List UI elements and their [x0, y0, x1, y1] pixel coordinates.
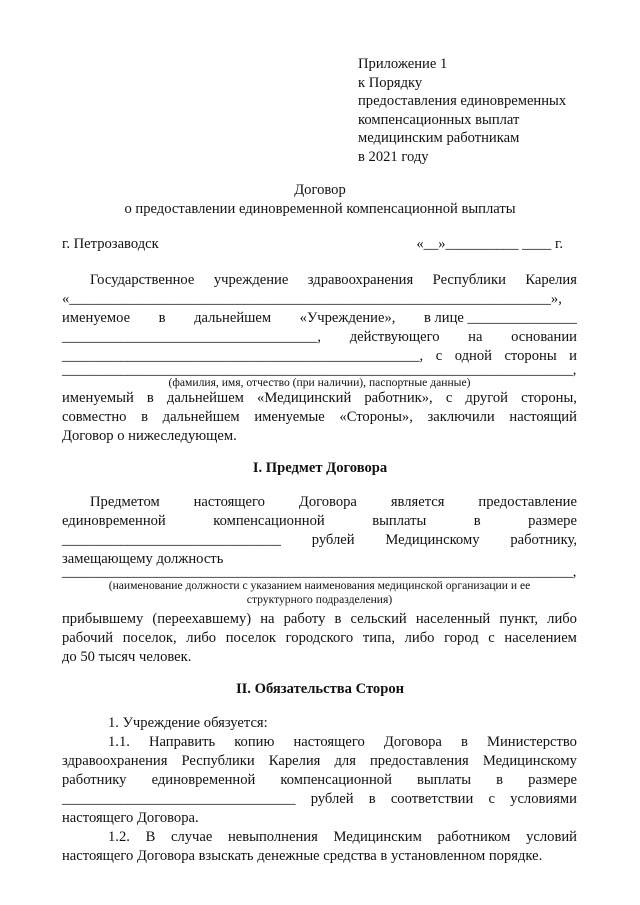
word: настоящего — [293, 734, 365, 750]
word: в — [496, 772, 504, 788]
appendix-block — [358, 55, 566, 166]
word: ______________________________ — [62, 532, 281, 548]
word: «Учреждение», — [299, 310, 396, 326]
paragraph-line — [62, 271, 577, 290]
paragraph-line: «__________________________________________________________________», — [62, 291, 562, 307]
word: в — [473, 513, 481, 529]
word: Министерство — [486, 734, 577, 750]
word: 1.1. — [108, 734, 130, 750]
paragraph-line: Договор о нижеследующем. — [62, 428, 237, 444]
word: «Стороны», — [339, 409, 413, 425]
paragraph-line — [62, 790, 577, 809]
word: работнику — [62, 772, 127, 788]
word: (переехавшему) — [152, 611, 252, 627]
appendix-line: Приложение 1 — [358, 56, 448, 72]
document-title: Договор — [294, 182, 346, 198]
word: учреждение — [213, 272, 289, 288]
word: дальнейшем — [162, 409, 240, 425]
word: здравоохранения — [62, 753, 168, 769]
word: с — [488, 791, 495, 807]
word: прибывшему — [62, 611, 144, 627]
word: в лице _______________ — [423, 310, 577, 326]
paragraph-line — [62, 629, 577, 648]
word: одной — [454, 348, 492, 364]
field-hint: структурного подразделения) — [246, 593, 393, 606]
word: Направить — [148, 734, 216, 750]
paragraph-line: 1. Учреждение обязуется: — [108, 715, 268, 731]
word: населением — [504, 630, 577, 646]
paragraph-line — [62, 493, 577, 512]
paragraph-line — [62, 828, 577, 847]
appendix-line: медицинским работникам — [358, 130, 520, 146]
word: и — [569, 348, 577, 364]
word: копию — [234, 734, 275, 750]
paragraph-line: замещающему должность — [62, 551, 224, 567]
word: ________________________________ — [62, 791, 296, 807]
word: ___________________________________, — [62, 329, 322, 345]
paragraph-line — [62, 610, 577, 629]
word: стороны, — [521, 390, 577, 406]
word: Карелия — [268, 753, 321, 769]
paragraph-line — [62, 752, 577, 771]
appendix-line: к Порядку — [358, 74, 423, 91]
word: единовременной — [151, 772, 256, 788]
word: основании — [511, 329, 577, 345]
city: г. Петрозаводск — [62, 236, 159, 252]
word: стороны — [504, 348, 557, 364]
paragraph-line — [62, 733, 577, 752]
section-heading: II. Обязательства Сторон — [235, 681, 405, 697]
word: компенсационной — [280, 772, 392, 788]
word: населенный — [415, 611, 491, 627]
word: именуемые — [254, 409, 325, 425]
word: предоставление — [478, 494, 577, 510]
paragraph-line — [62, 531, 577, 550]
paragraph-line — [62, 512, 577, 531]
word: Государственное — [90, 272, 195, 288]
word: работником — [437, 829, 511, 845]
word: поселок — [225, 630, 277, 646]
appendix-line: компенсационных выплат — [358, 111, 520, 128]
word: в — [146, 390, 154, 406]
word: Предметом — [90, 494, 160, 510]
section-heading: I. Предмет Договора — [252, 460, 388, 476]
word: дальнейшем — [166, 390, 244, 406]
word: на — [468, 329, 483, 345]
word: компенсационной — [213, 513, 325, 529]
word: либо — [404, 630, 435, 646]
word: город — [444, 630, 479, 646]
place-date-line — [62, 235, 577, 254]
word: Медицинскому — [482, 753, 577, 769]
word: работник», — [364, 390, 433, 406]
word: в — [334, 611, 342, 627]
word: условиями — [510, 791, 577, 807]
paragraph-line: ______________________________________________________________________, — [62, 564, 577, 580]
word: соответствии — [390, 791, 474, 807]
word: в — [368, 791, 376, 807]
word: Договора — [298, 494, 357, 510]
word: либо — [547, 611, 577, 627]
word: выплаты — [372, 513, 427, 529]
field-hint: (наименование должности с указанием наименования медицинской организации и ее — [108, 579, 531, 592]
word: здравоохранения — [307, 272, 414, 288]
word: в — [460, 734, 468, 750]
word: предоставления — [369, 753, 469, 769]
paragraph-line — [62, 389, 577, 408]
word: именуемое — [62, 310, 131, 326]
word: поселок, — [122, 630, 177, 646]
word: настоящего — [193, 494, 265, 510]
word: типа, — [362, 630, 395, 646]
field-hint: (фамилия, имя, отчество (при наличии), паспортные данные) — [168, 376, 471, 389]
word: с — [435, 348, 443, 364]
word: Республики — [432, 272, 506, 288]
paragraph-line — [62, 408, 577, 427]
paragraph-line: настоящего Договора взыскать денежные средства в установленном порядке. — [62, 848, 543, 864]
word: «Медицинский — [257, 390, 352, 406]
paragraph-line: настоящего Договора. — [62, 810, 199, 826]
word: городского — [285, 630, 354, 646]
word: выплаты — [416, 772, 472, 788]
word: рублей — [311, 532, 355, 548]
word: настоящий — [509, 409, 577, 425]
word: случае — [170, 829, 213, 845]
word: В — [145, 829, 156, 845]
word: невыполнения — [228, 829, 318, 845]
word: рабочий — [62, 630, 114, 646]
word: размере — [528, 772, 577, 788]
word: Медицинским — [333, 829, 422, 845]
word: заключили — [427, 409, 495, 425]
word: условий — [526, 829, 577, 845]
word: в — [158, 310, 166, 326]
paragraph-line — [62, 328, 577, 347]
word: является — [390, 494, 445, 510]
word: Республики — [181, 753, 255, 769]
paragraph-line — [62, 771, 577, 790]
word: _________________________________________________, — [62, 348, 424, 364]
appendix-line: предоставления единовременных — [358, 93, 567, 109]
appendix-line: в 2021 году — [358, 148, 429, 165]
word: единовременной — [62, 513, 166, 529]
word: Медицинскому — [385, 532, 480, 548]
paragraph-line: до 50 тысяч человек. — [62, 649, 192, 665]
word: совместно — [62, 409, 127, 425]
document-subtitle: о предоставлении единовременной компенсационной выплаты — [124, 201, 516, 217]
word: дальнейшем — [194, 310, 272, 326]
word: рублей — [310, 791, 354, 807]
word: работнику, — [510, 532, 577, 548]
word: размере — [528, 513, 577, 529]
word: на — [260, 611, 275, 627]
word: другой — [465, 390, 508, 406]
word: именуемый — [62, 390, 134, 406]
word: для — [334, 753, 356, 769]
word: пункт, — [499, 611, 539, 627]
word: с — [488, 630, 495, 646]
word: 1.2. — [108, 829, 130, 845]
word: действующего — [349, 329, 440, 345]
paragraph-line: ______________________________________________________________________, — [62, 362, 577, 378]
word: работу — [283, 611, 326, 627]
word: с — [445, 390, 453, 406]
contract-date: «__»__________ ____ г. — [416, 236, 563, 252]
word: Карелия — [525, 272, 577, 288]
word: либо — [186, 630, 217, 646]
paragraph-line — [62, 309, 577, 328]
word: Договора — [383, 734, 442, 750]
word: в — [141, 409, 149, 425]
word: сельский — [350, 611, 407, 627]
